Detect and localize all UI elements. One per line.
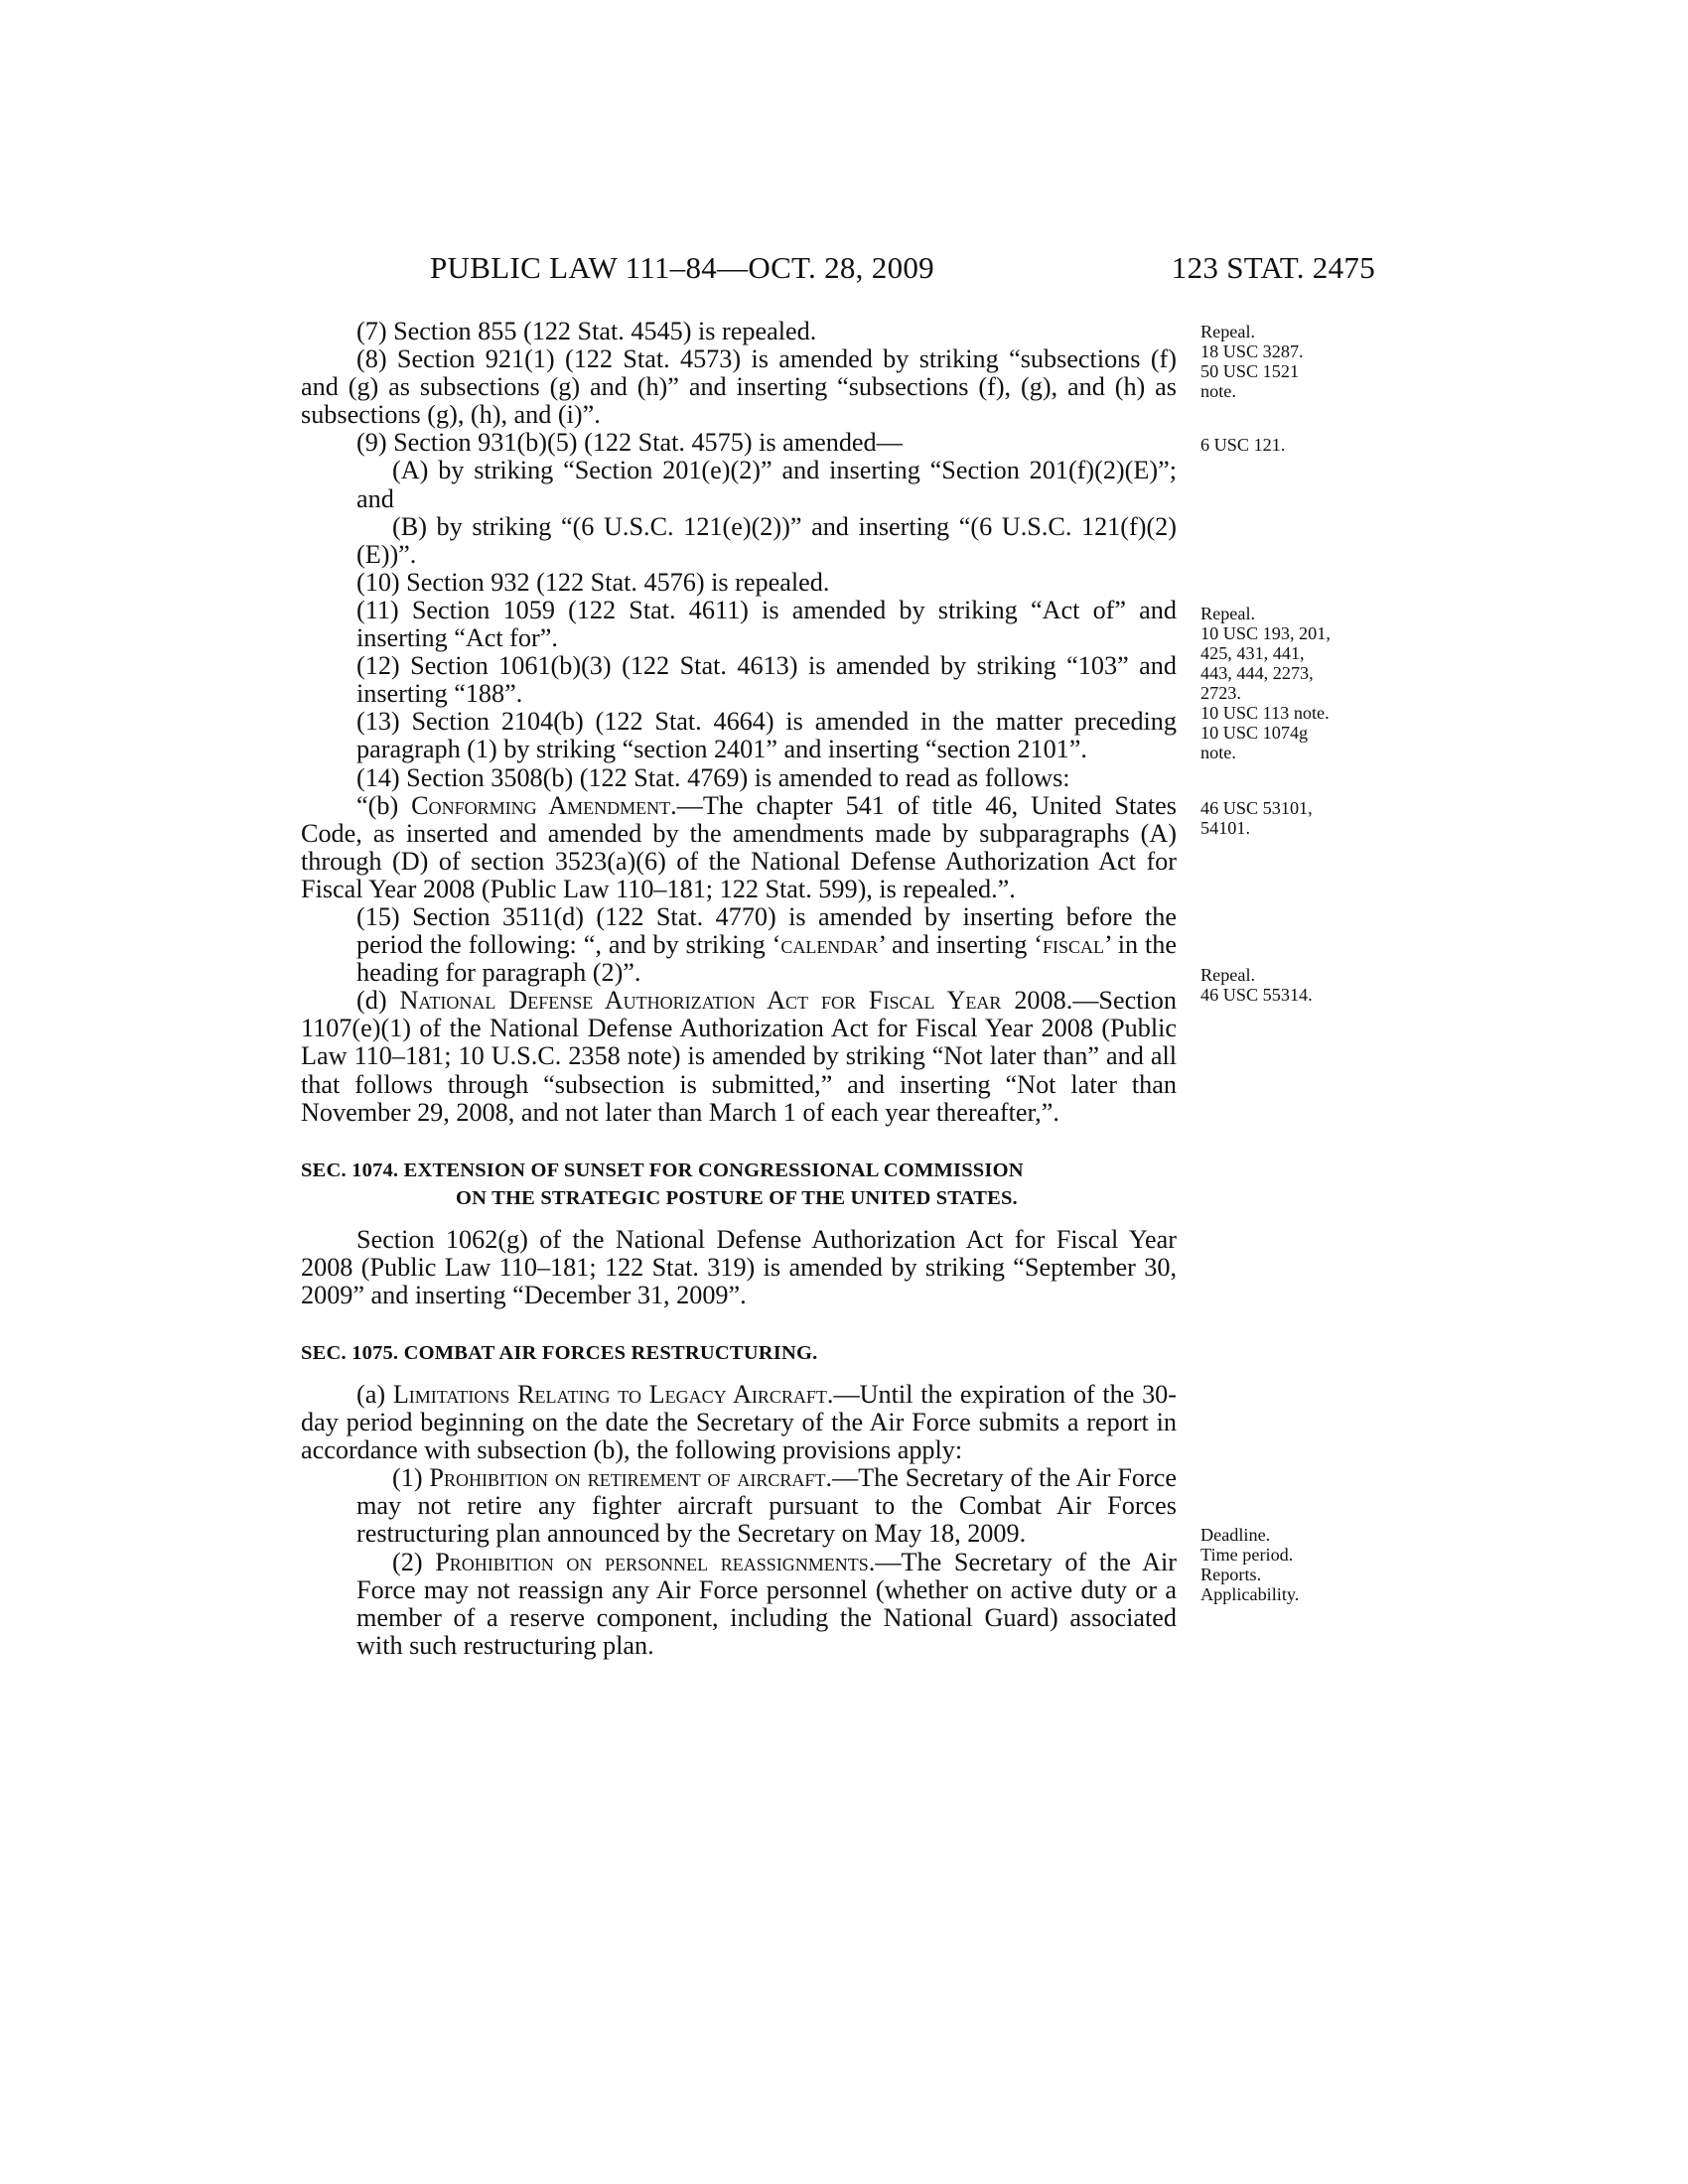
paragraph-13 [301, 708, 1177, 763]
spacer [301, 1212, 1177, 1226]
paragraph-a1-number: (1) [392, 1463, 430, 1493]
subparagraph-9a: (A) by striking “Section 201(e)(2)” and inserting “Section 201(f)(2)(E)”; and [356, 456, 1177, 513]
paragraph-11-text: (11) Section 1059 (122 Stat. 4611) is amended by striking “Act of” and inserting “Act for”. [356, 595, 1177, 653]
margin-note-line: note. [1200, 381, 1236, 401]
margin-note-line: 425, 431, 441, [1200, 643, 1305, 663]
margin-note-line: Repeal. [1200, 604, 1256, 623]
margin-note-line: Reports. [1200, 1565, 1262, 1584]
paragraph-14-text: (14) Section 3508(b) (122 Stat. 4769) is amended to read as follows: [356, 762, 1070, 792]
spacer [301, 1309, 1177, 1339]
statute-page-number: 123 STAT. 2475 [1171, 250, 1375, 285]
public-law-title: PUBLIC LAW 111–84—OCT. 28, 2009 [430, 250, 934, 285]
margin-note-line: 46 USC 55314. [1200, 985, 1313, 1005]
subsection-d-number: (d) [356, 986, 400, 1016]
section-1074-heading-line1: SEC. 1074. EXTENSION OF SUNSET FOR CONGRESSIONAL COMMISSION [301, 1159, 1024, 1181]
section-1074-heading [301, 1157, 1177, 1212]
margin-note-line: 443, 444, 2273, [1200, 663, 1314, 683]
paragraph-a2 [301, 1549, 1177, 1660]
subsection-a-heading: Limitations Relating to Legacy Aircraft [392, 1380, 827, 1409]
paragraph-9: (9) Section 931(b)(5) (122 Stat. 4575) is amended— [356, 428, 903, 458]
margin-note-line: Deadline. [1200, 1525, 1271, 1545]
paragraph-a2-number: (2) [392, 1547, 436, 1576]
main-text [301, 318, 1177, 1660]
margin-note-line: 10 USC 113 note. [1200, 703, 1330, 723]
paragraph-14 [301, 764, 1177, 792]
paragraph-a1-heading: Prohibition on retirement of aircraft [429, 1463, 826, 1493]
subsection-b-heading: Conforming Amendment [411, 790, 671, 820]
subsection-d-heading: National Defense Authorization Act for Fiscal Year [399, 986, 1002, 1016]
paragraph-a1 [301, 1464, 1177, 1548]
margin-note-line: 50 USC 1521 [1200, 361, 1300, 381]
paragraph-a2-text: .—The Secretary of the Air Force may not reassign any Air Force personnel (whether on active duty or a member of a reserve component, including the National Guard) associated with such restructuring plan. [356, 1547, 1177, 1660]
margin-note-line: 10 USC 193, 201, [1200, 623, 1331, 643]
amended-subsection-b [301, 792, 1177, 903]
paragraph-15-text-b: ’ and inserting ‘ [878, 930, 1044, 960]
paragraph-15 [301, 903, 1177, 987]
margin-note-repeal-10usc [1200, 604, 1379, 762]
paragraph-a1-text: .—The Secretary of the Air Force may not retire any fighter aircraft pursuant to the Combat Air Forces restructuring plan announced by the Secretary on May 18, 2009. [356, 1463, 1177, 1549]
margin-note-repeal-18usc [1200, 322, 1379, 401]
paragraph-13-text: (13) Section 2104(b) (122 Stat. 4664) is amended in the matter preceding paragraph (1) by striking “section 2401” and inserting “section 2101”. [356, 707, 1177, 764]
margin-note-line: 2723. [1200, 683, 1241, 703]
subsection-b-number: “(b) [356, 790, 412, 820]
margin-note-line: note. [1200, 743, 1236, 762]
margin-note-line: Applicability. [1200, 1584, 1300, 1604]
margin-note-line: 54101. [1200, 818, 1251, 838]
fiscal-term: fiscal [1043, 930, 1105, 960]
subsection-d-text: 2008.—Section 1107(e)(1) of the National Defense Authorization Act for Fiscal Year 2008 (Public Law 110–181; 10 U.S.C. 2358 note) is amended by striking “Not later than” and all that follows through “subsection is submitted,” and inserting “Not later than November 29, 2008, and not later than March 1 of each year thereafter,”. [301, 986, 1177, 1127]
page-header [301, 250, 1375, 290]
margin-note-line: 6 USC 121. [1200, 435, 1286, 455]
paragraph-7: (7) Section 855 (122 Stat. 4545) is repealed. [356, 317, 817, 345]
paragraph-8: (8) Section 921(1) (122 Stat. 4573) is amended by striking “subsections (f) and (g) as subsections (g) and (h)” and inserting “subsections (f), (g), and (h) as subsections (g), (h), and (i)”. [301, 344, 1177, 430]
paragraph-12 [301, 652, 1177, 708]
paragraph-a2-heading: Prohibition on personnel reassignments [435, 1547, 869, 1576]
margin-note-line: 18 USC 3287. [1200, 341, 1304, 361]
section-1074-heading-line2: ON THE STRATEGIC POSTURE OF THE UNITED STATES. [456, 1186, 1018, 1209]
section-1075-heading: SEC. 1075. COMBAT AIR FORCES RESTRUCTURING. [301, 1342, 818, 1364]
margin-note-6usc [1200, 435, 1379, 455]
margin-note-line: 10 USC 1074g [1200, 723, 1309, 743]
section-1074-text: Section 1062(g) of the National Defense Authorization Act for Fiscal Year 2008 (Public Law 110–181; 122 Stat. 319) is amended by striking “September 30, 2009” and inserting “December 31, 2009”. [301, 1224, 1177, 1309]
margin-note-deadline [1200, 1525, 1379, 1604]
paragraph-11 [337, 597, 1177, 652]
paragraph-12-text: (12) Section 1061(b)(3) (122 Stat. 4613) is amended by striking “103” and inserting “188”. [356, 651, 1177, 709]
subsection-d [301, 987, 1177, 1126]
subsection-a [301, 1381, 1177, 1464]
spacer [301, 1127, 1177, 1157]
margin-note-line: Repeal. [1200, 965, 1256, 985]
margin-note-line: Time period. [1200, 1545, 1294, 1565]
subsection-a-number: (a) [356, 1380, 393, 1409]
calendar-term: calendar [780, 930, 879, 960]
margin-note-line: Repeal. [1200, 322, 1256, 341]
paragraph-15-text-c: ’ in the heading for paragraph (2)”. [356, 930, 1177, 988]
subparagraph-9b: (B) by striking “(6 U.S.C. 121(e)(2))” and inserting “(6 U.S.C. 121(f)(2)(E))”. [356, 511, 1177, 569]
subsection-b-text: .—The chapter 541 of title 46, United States Code, as inserted and amended by the amendments made by subparagraphs (A) through (D) of section 3523(a)(6) of the National Defense Authorization Act for Fiscal Year 2008 (Public Law 110–181; 122 Stat. 599), is repealed.”. [301, 790, 1177, 903]
paragraph-15-text-a: (15) Section 3511(d) (122 Stat. 4770) is amended by inserting before the period the following: “, and by striking ‘ [356, 901, 1177, 960]
subsection-a-text: .—Until the expiration of the 30-day period beginning on the date the Secretary of the Air Force submits a report in accordance with subsection (b), the following provisions apply: [301, 1380, 1177, 1465]
paragraph-10: (10) Section 932 (122 Stat. 4576) is repealed. [356, 567, 830, 597]
margin-note-line: 46 USC 53101, [1200, 798, 1313, 818]
margin-note-repeal-46usc-55314 [1200, 965, 1379, 1005]
margin-note-46usc-53101 [1200, 798, 1379, 838]
spacer [301, 1367, 1177, 1381]
